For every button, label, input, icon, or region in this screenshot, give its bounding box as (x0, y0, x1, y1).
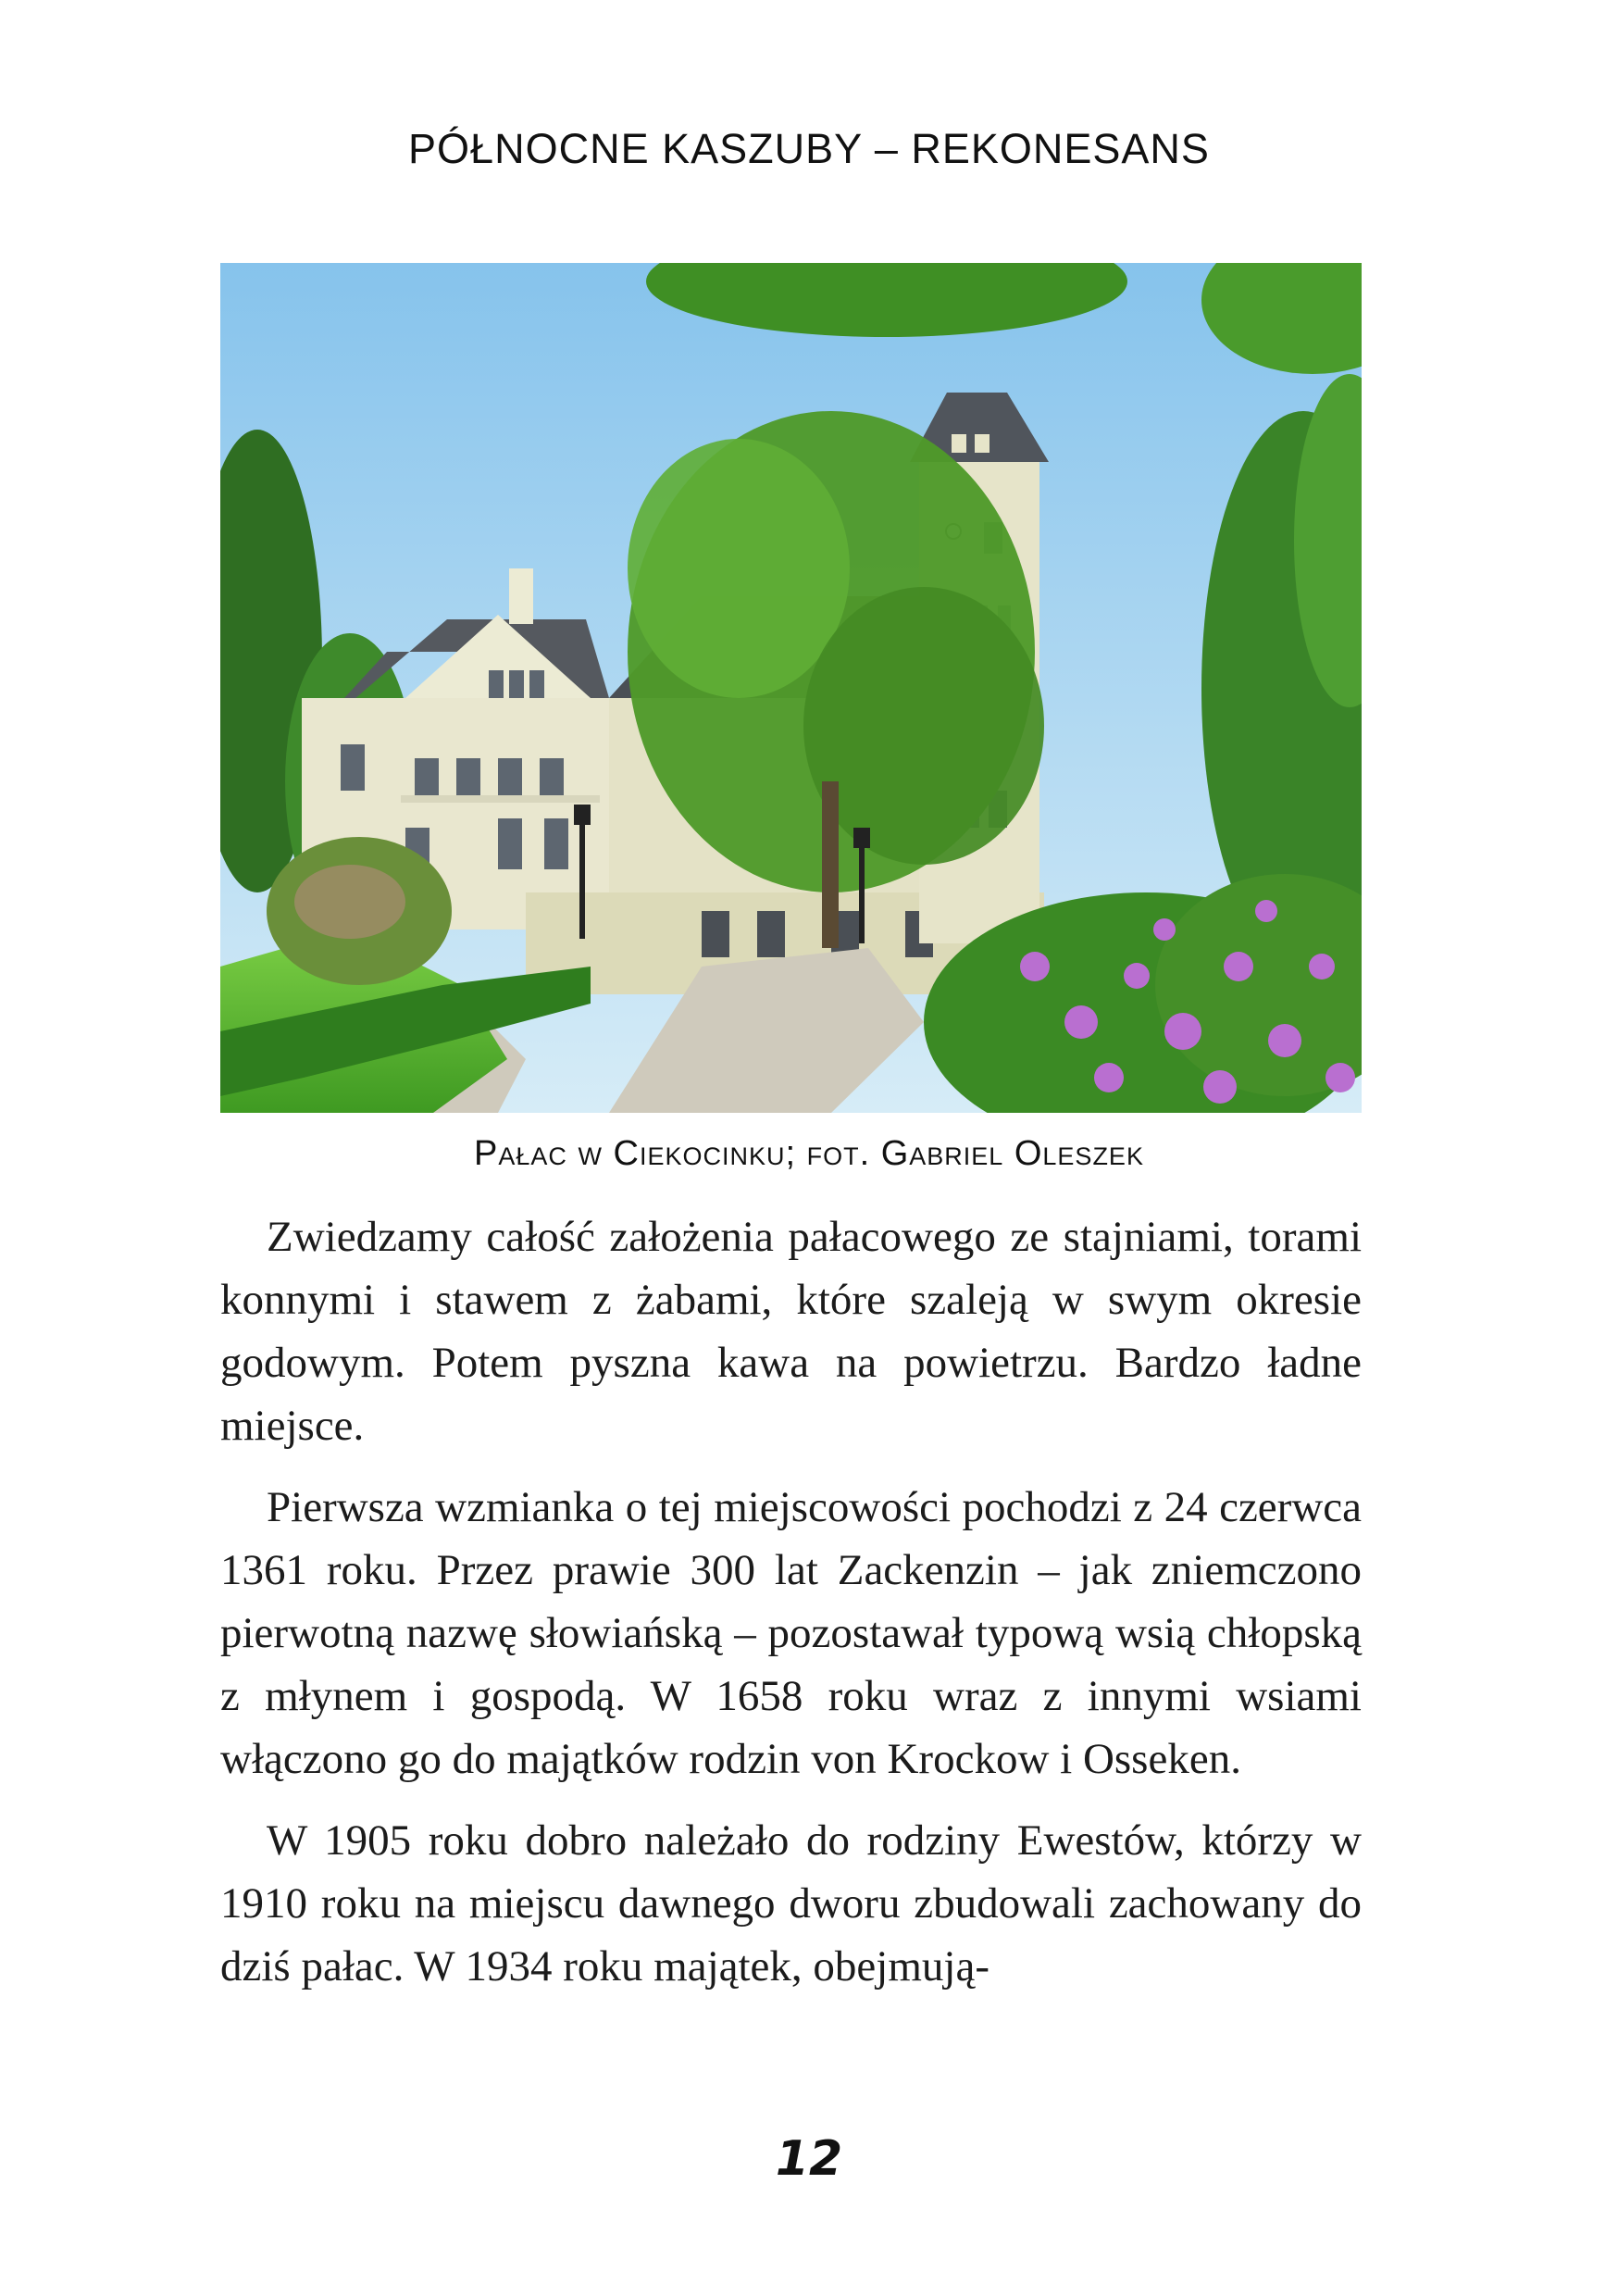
paragraph-3: W 1905 roku dobro należało do rodziny Ewestów, którzy w 1910 roku na miejscu dawnego dworu zbudowali zachowany do dziś pałac. W 1934 roku majątek, obejmują- (220, 1816, 1362, 1990)
photo-caption: Pałac w Ciekocinku; fot. Gabriel Oleszek (474, 1134, 1144, 1173)
balcony (401, 795, 600, 803)
lamp-post-right (859, 842, 865, 943)
running-head: PÓŁNOCNE KASZUBY – REKONESANS (408, 125, 1210, 172)
tree-trunk (822, 781, 839, 948)
chimney (509, 568, 533, 624)
paragraph-2: Pierwsza wzmianka o tej miejscowości pochodzi z 24 czerwca 1361 roku. Przez prawie 300 lat Zackenzin – jak zniemczono pierwotną nazwę słowiańską – pozostawał typową wsią chłopską z młynem i gospodą. W 1658 roku wraz z innymi wsiami włączono go do majątków rodzin von Krockow i Osseken. (220, 1483, 1362, 1783)
palace-photo (220, 263, 1362, 1113)
page-number: 12 (775, 2131, 843, 2187)
lamp-post-left (579, 818, 585, 939)
body-text (220, 1205, 1362, 2016)
paragraph-1: Zwiedzamy całość założenia pałacowego ze stajniami, torami konnymi i stawem z żabami, które szaleją w swym okresie godowym. Potem pyszna kawa na powietrzu. Bardzo ładne miejsce. (220, 1213, 1362, 1450)
